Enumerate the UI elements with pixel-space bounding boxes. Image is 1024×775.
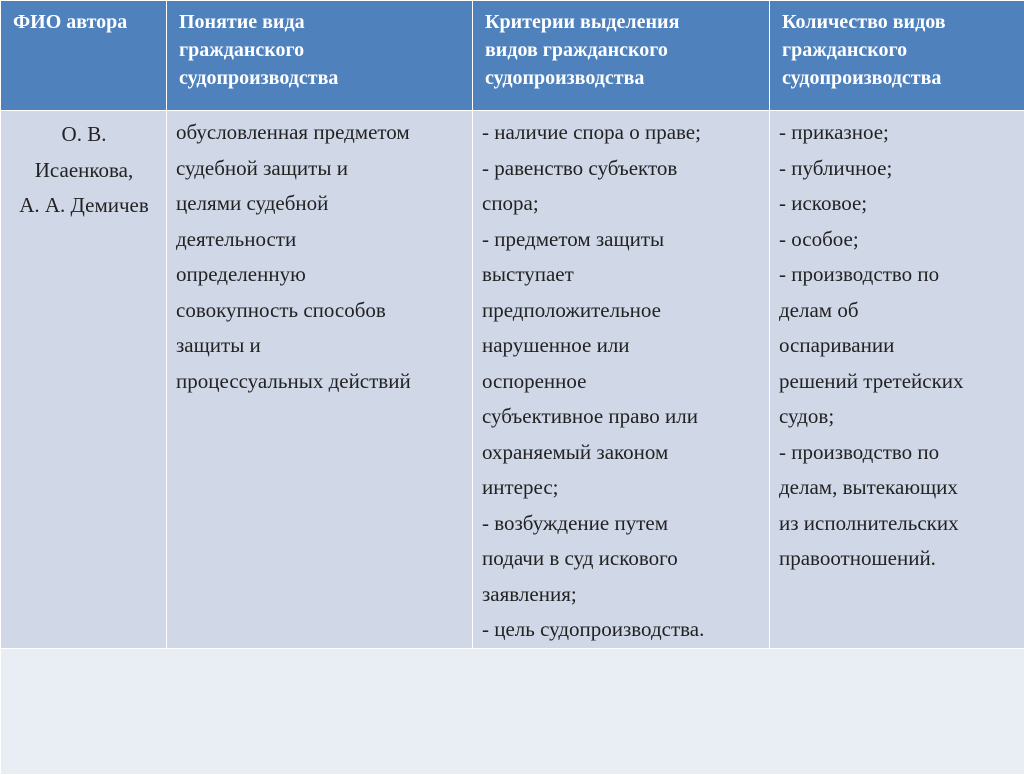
text-line: субъективное право или: [482, 399, 761, 435]
empty-cell: [1, 648, 1024, 774]
text-line: из исполнительских: [779, 506, 1016, 542]
text-line: целями судебной: [176, 186, 464, 222]
cell-author: [1, 111, 167, 649]
text-line: судопроизводства: [782, 64, 1016, 92]
header-types: [770, 1, 1024, 111]
text-line: делам, вытекающих: [779, 470, 1016, 506]
text-line: процессуальных действий: [176, 364, 464, 400]
text-line: - равенство субъектов: [482, 151, 761, 187]
text-line: - производство по: [779, 257, 1016, 293]
empty-row: [1, 648, 1024, 774]
text-line: - особое;: [779, 222, 1016, 258]
text-line: гражданского: [179, 36, 464, 64]
text-line: - цель судопроизводства.: [482, 612, 761, 648]
text-line: А. А. Демичев: [10, 188, 158, 224]
text-line: делам об: [779, 293, 1016, 329]
text-line: - производство по: [779, 435, 1016, 471]
text-line: заявления;: [482, 577, 761, 613]
text-line: интерес;: [482, 470, 761, 506]
text-line: охраняемый законом: [482, 435, 761, 471]
text-line: обусловленная предметом: [176, 115, 464, 151]
text-line: - возбуждение путем: [482, 506, 761, 542]
text-line: правоотношений.: [779, 541, 1016, 577]
cell-criteria: [473, 111, 770, 649]
text-line: гражданского: [782, 36, 1016, 64]
header-concept: [167, 1, 473, 111]
header-row: [1, 1, 1024, 111]
text-line: судопроизводства: [179, 64, 464, 92]
text-line: Понятие вида: [179, 8, 464, 36]
table-row: [1, 111, 1024, 649]
text-line: судебной защиты и: [176, 151, 464, 187]
text-line: спора;: [482, 186, 761, 222]
header-author: [1, 1, 167, 111]
text-line: - приказное;: [779, 115, 1016, 151]
text-line: - публичное;: [779, 151, 1016, 187]
text-line: определенную: [176, 257, 464, 293]
header-criteria: [473, 1, 770, 111]
text-line: ФИО автора: [13, 8, 158, 36]
text-line: решений третейских: [779, 364, 1016, 400]
text-line: Количество видов: [782, 8, 1016, 36]
text-line: Критерии выделения: [485, 8, 761, 36]
text-line: предположительное: [482, 293, 761, 329]
text-line: судопроизводства: [485, 64, 761, 92]
text-line: оспоренное: [482, 364, 761, 400]
text-line: видов гражданского: [485, 36, 761, 64]
text-line: подачи в суд искового: [482, 541, 761, 577]
text-line: судов;: [779, 399, 1016, 435]
cell-concept: [167, 111, 473, 649]
cell-types: [770, 111, 1024, 649]
text-line: О. В.: [10, 117, 158, 153]
text-line: выступает: [482, 257, 761, 293]
text-line: Исаенкова,: [10, 153, 158, 189]
text-line: оспаривании: [779, 328, 1016, 364]
text-line: нарушенное или: [482, 328, 761, 364]
text-line: - предметом защиты: [482, 222, 761, 258]
text-line: защиты и: [176, 328, 464, 364]
text-line: - исковое;: [779, 186, 1016, 222]
text-line: - наличие спора о праве;: [482, 115, 761, 151]
text-line: деятельности: [176, 222, 464, 258]
text-line: совокупность способов: [176, 293, 464, 329]
